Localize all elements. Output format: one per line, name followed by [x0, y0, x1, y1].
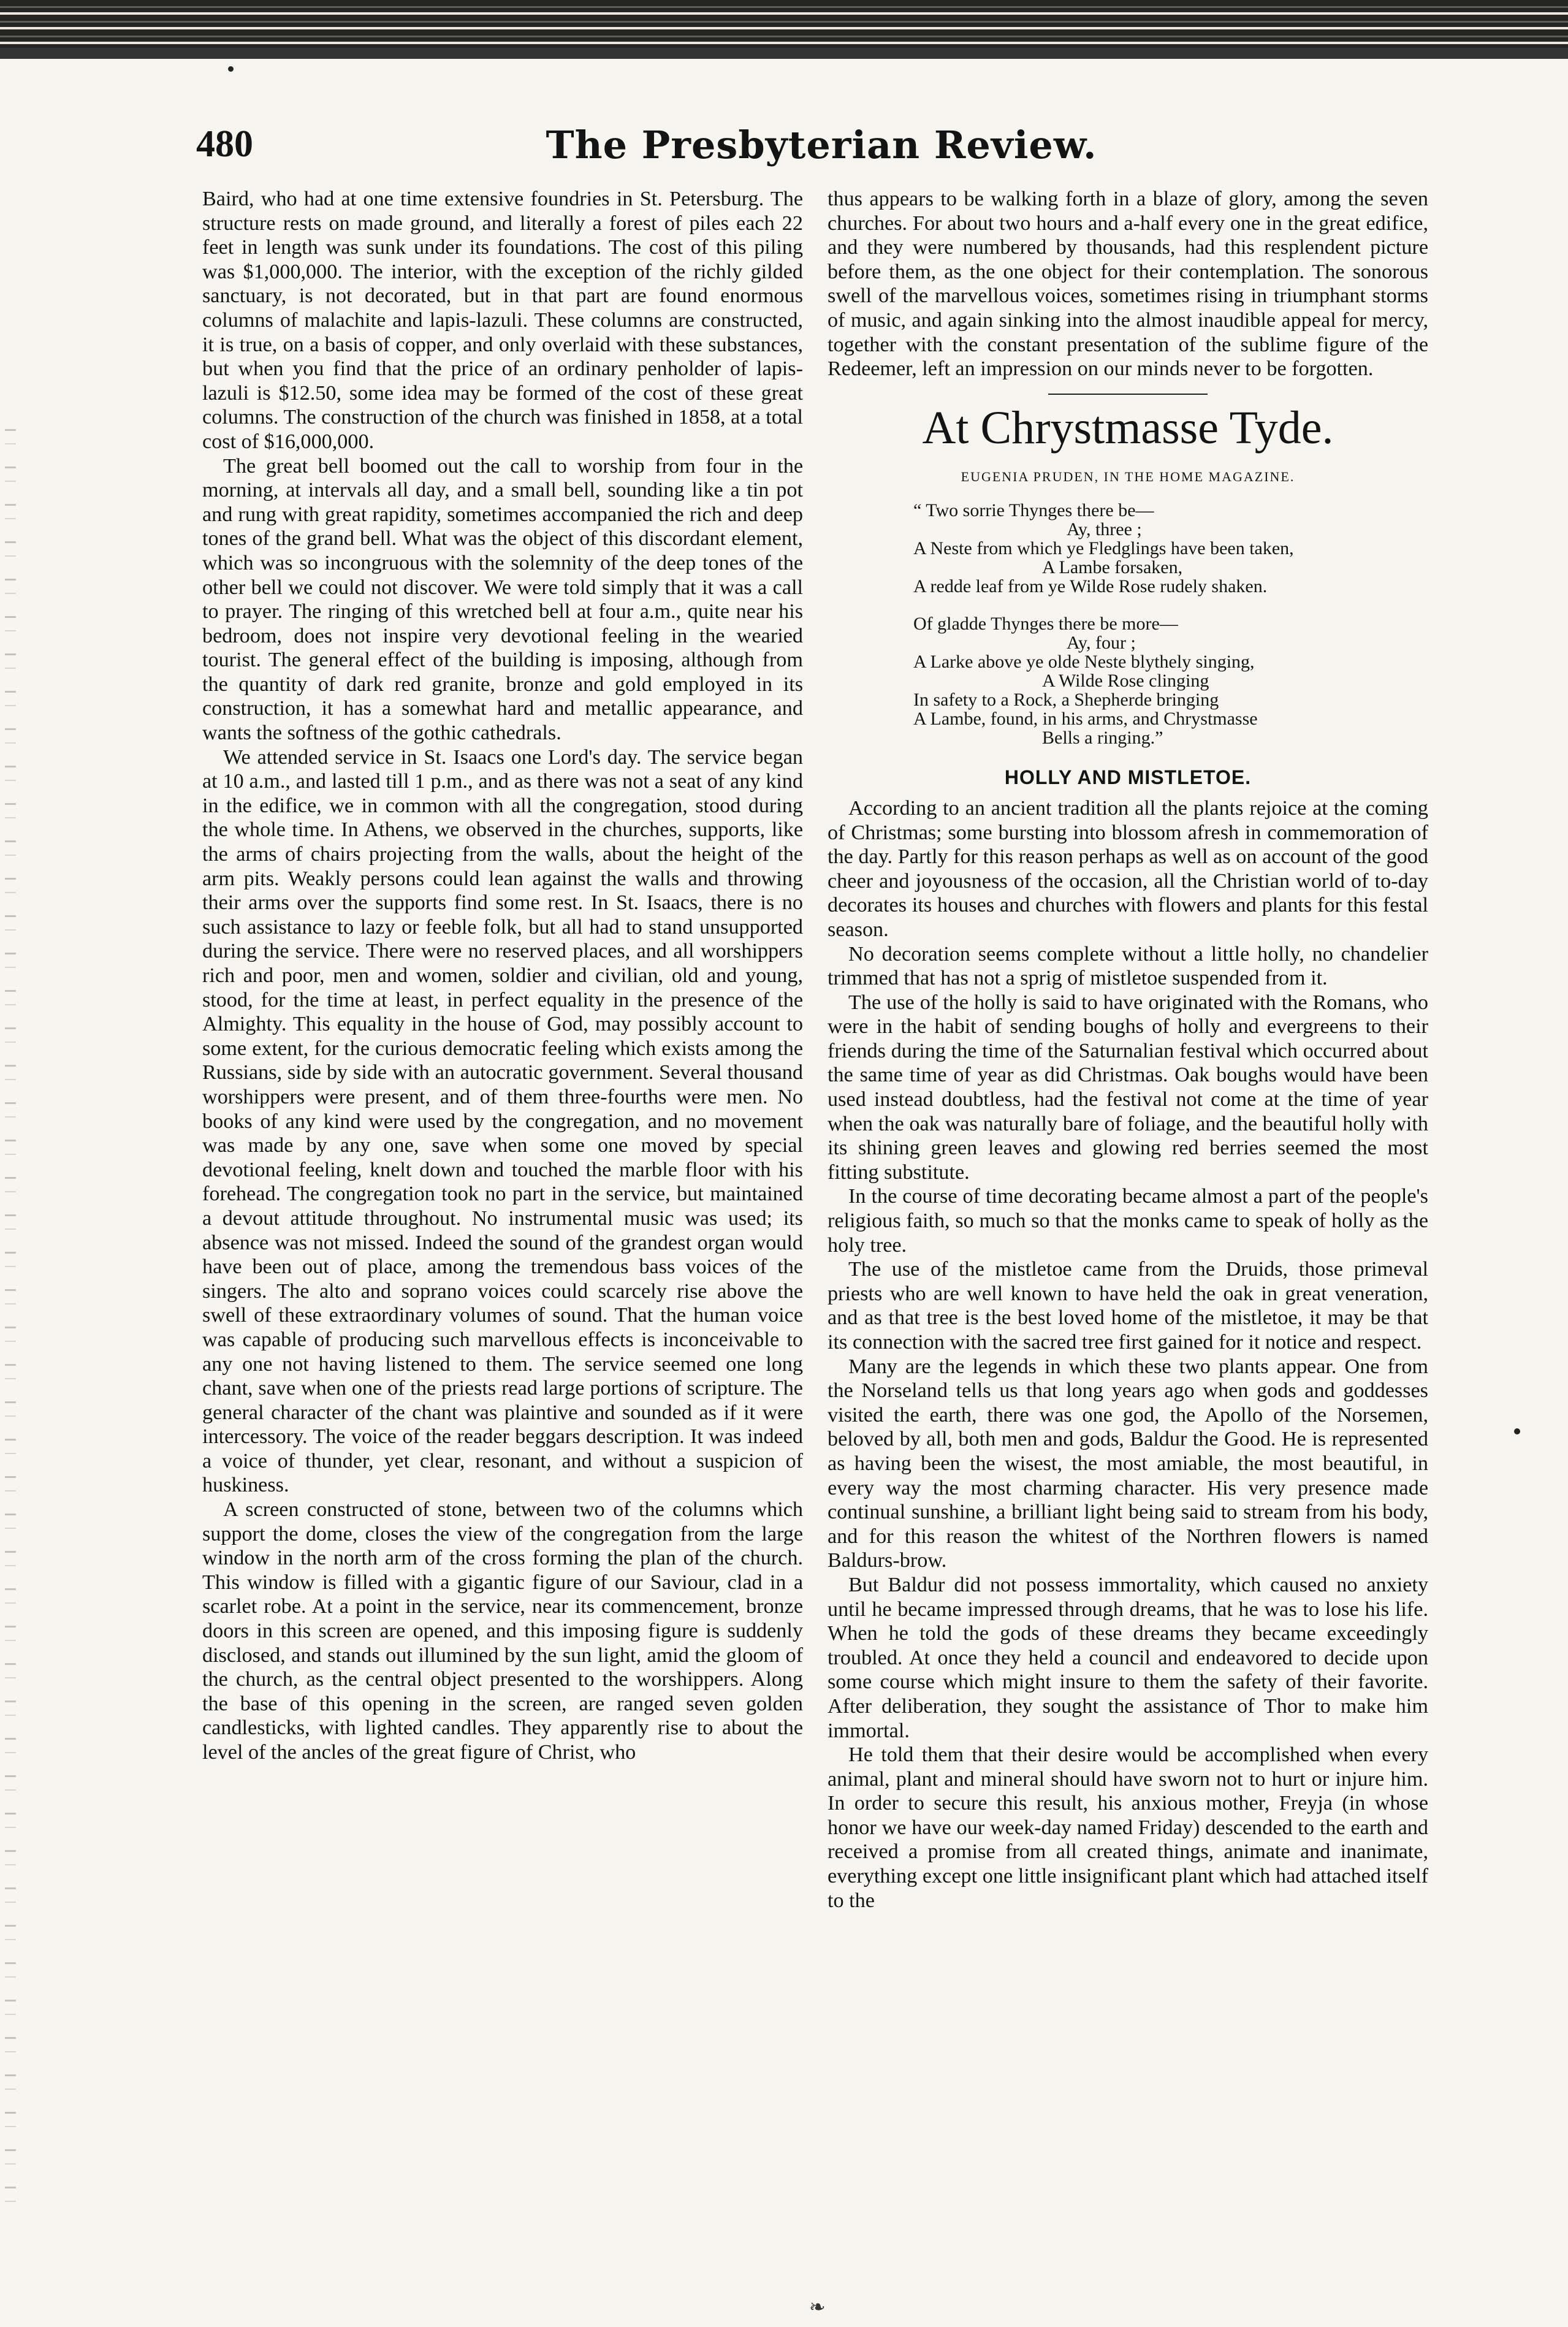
- article-paragraph: A screen constructed of stone, between two of the columns which support the dome, closes the view of the congregation from the large window in the north arm of the cross forming the plan of the church. This window is filled with a gigantic figure of our Saviour, clad in a scarlet robe. At a point in the service, near its commencement, bronze doors in this screen are opened, and this imposing figure is suddenly disclosed, and stands out illumined by the sun light, amid the gloom of the church, as the central object presented to the worshippers. Along the base of this opening in the screen, are ranged seven golden candlesticks, with lighted candles. They apparently rise to about the level of the ancles of the great figure of Christ, who: [202, 1498, 803, 1764]
- article-paragraph: According to an ancient tradition all the plants rejoice at the coming of Christmas; some bursting into blossom afresh in commemoration of the day. Partly for this reason perhaps as well as on account of the good cheer and joyousness of the occasion, all the Christian world of to-day decorates its houses and churches with flowers and plants for this festal season.: [828, 796, 1428, 941]
- ink-speck: [228, 66, 234, 72]
- article-paragraph: Many are the legends in which these two plants appear. One from the Norseland tells us that long years ago when gods and goddesses visited the earth, there was one god, the Apollo of the Norsemen, beloved by all, both men and gods, Baldur the Good. He is represented as having been the wisest, the most amiable, the most beautiful, in every way the most charming character. His very presence made continual sunshine, a brilliant light being said to stream from his body, and for this reason the whitest of the Northren flowers is named Baldurs-brow.: [828, 1355, 1428, 1572]
- margin-dot: [1514, 1428, 1520, 1434]
- left-column: [202, 187, 803, 1765]
- article-paragraph: The great bell boomed out the call to worship from four in the morning, at intervals all day, and a small bell, sounding like a tin pot and rung with great rapidity, sometimes accompanied the rich and deep tones of the grand bell. What was the object of this discordant element, which was so incongruous with the solemnity of the deep tones of the other bell we could not discover. We were told simply that it was a call to prayer. The ringing of this wretched bell at four a.m., quite near his bedroom, does not inspire very devotional feeling in the wearied tourist. The general effect of the building is imposing, although from the quantity of dark red granite, bronze and gold employed in its construction, it has a somewhat hard and metallic appearance, and wants the softness of the gothic cathedrals.: [202, 454, 803, 745]
- poem-stanza: [913, 614, 1428, 747]
- poem-line: Ay, three ;: [1067, 519, 1142, 540]
- poem-line: “ Two sorrie Thynges there be—: [913, 500, 1154, 521]
- article-paragraph: But Baldur did not possess immortality, which caused no anxiety until he became impressed through dreams, that he was to lose his life. When he told the gods of these dreams they became exceedingly troubled. At once they held a council and endeavored to decide upon some course which might insure to them the safety of their favorite. After deliberation, they sought the assistance of Thor to make him immortal.: [828, 1573, 1428, 1742]
- article-paragraph: The use of the mistletoe came from the Druids, those primeval priests who are well known to have held the oak in great veneration, and as that tree is the best loved home of the mistletoe, it may be that its connection with the sacred tree first gained for it notice and respect.: [828, 1258, 1428, 1354]
- article-paragraph: No decoration seems complete without a little holly, no chandelier trimmed that has not a sprig of mistletoe suspended from it.: [828, 942, 1428, 990]
- article-paragraph: thus appears to be walking forth in a blaze of glory, among the seven churches. For about two hours and a-half every one in the great edifice, and they were numbered by thousands, had this resplendent picture before them, as the one object for their contemplation. The sonorous swell of the marvellous voices, sometimes rising in triumphant storms of music, and again sinking into the almost inaudible appeal for mercy, together with the constant presentation of the sublime figure of the Redeemer, left an impression on our minds never to be forgotten.: [828, 188, 1428, 381]
- article-paragraph: We attended service in St. Isaacs one Lord's day. The service began at 10 a.m., and lasted till 1 p.m., and as there was not a seat of any kind in the edifice, we in common with all the congregation, stood during the whole time. In Athens, we observed in the churches, supports, like the arms of chairs projecting from the walls, about the height of the arm pits. Weakly persons could lean against the walls and throwing their arms over the supports find some rest. In St. Isaacs, there is no such assistance to lazy or feeble folk, but all had to stand unsupported during the service. There were no reserved places, and all worshippers rich and poor, men and women, soldier and civilian, old and young, stood, for the time at least, in perfect equality in the presence of the Almighty. This equality in the house of God, may possibly account to some extent, for the curious democratic feeling which exists among the Russians, side by side with an autocratic government. Several thousand worshippers were present, and of them three-fourths were men. No books of any kind were used by the congregation, and no movement was made by any one, save when some one moved by special devotional feeling, knelt down and touched the marble floor with his forehead. The congregation took no part in the service, but maintained a devout attitude throughout. No instrumental music was used; its absence was not missed. Indeed the sound of the grandest organ would have been out of place, among the tremendous bass voices of the singers. The alto and soprano voices could scarcely rise above the swell of these extraordinary volumes of sound. That the human voice was capable of producing such marvellous effects is inconceivable to any one not having listened to them. The service seemed one long chant, save when one of the priests read large portions of scripture. The general character of the chant was plaintive and sounded as if it were intercessory. The voice of the reader beggars description. It was indeed a voice of thunder, yet clear, resonant, and without a suspicion of huskiness.: [202, 745, 803, 1497]
- footer-ornament-icon: ❧: [809, 2296, 826, 2318]
- page-number: 480: [196, 123, 253, 165]
- poem-line: A redde leaf from ye Wilde Rose rudely shaken.: [913, 576, 1268, 597]
- section-divider: [1048, 394, 1208, 395]
- article-paragraph: In the course of time decorating became almost a part of the people's religious faith, so much so that the monks came to speak of holly as the holy tree.: [828, 1185, 1428, 1257]
- poem-line: A Neste from which ye Fledglings have been taken,: [913, 538, 1294, 559]
- poem-line: A Larke above ye olde Neste blythely singing,: [913, 652, 1255, 672]
- article-paragraph: Baird, who had at one time extensive foundries in St. Petersburg. The structure rests on made ground, and literally a forest of piles each 22 feet in length was sunk under its foundations. The cost of this piling was $1,000,000. The interior, with the exception of the richly gilded sanctuary, is not decorated, but in that part are found enormous columns of malachite and lapis-lazuli. These columns are constructed, it is true, on a basis of copper, and only overlaid with these substances, but when you find that the price of an ordinary penholder of lapis-lazuli is $12.50, some idea may be formed of the cost of these great columns. The construction of the church was finished in 1858, at a total cost of $16,000,000.: [202, 188, 803, 453]
- poem-line: A Wilde Rose clinging: [1042, 671, 1209, 691]
- poem-line: A Lambe forsaken,: [1042, 557, 1183, 578]
- section-heading: HOLLY AND MISTLETOE.: [1004, 766, 1252, 789]
- poem-title: At Chrystmasse Tyde.: [922, 402, 1334, 454]
- article-paragraph: The use of the holly is said to have originated with the Romans, who were in the habit of sending boughs of holly and evergreens to their friends during the time of the Saturnalian festival which occurred about the same time of year as did Christmas. Oak boughs would have been used instead doubtless, had the festival not come at the time of year when the oak was naturally bare of foliage, and the beautiful holly with its shining green leaves and glowing red berries seemed the most fitting substitute.: [828, 991, 1428, 1184]
- poem-line: A Lambe, found, in his arms, and Chrystmasse: [913, 709, 1258, 729]
- right-column: [828, 187, 1428, 1913]
- poem: [913, 501, 1428, 747]
- article-paragraph: He told them that their desire would be accomplished when every animal, plant and mineral should have sworn not to hurt or injure him. In order to secure this result, his anxious mother, Freyja (in whose honor we have our week-day named Friday) descended to the earth and received a promise from all created things, animate and inanimate, everything except one little insignificant plant which had attached itself to the: [828, 1743, 1428, 1912]
- poem-line: In safety to a Rock, a Shepherde bringing: [913, 690, 1219, 710]
- page-top-scan-edge: [0, 0, 1568, 59]
- running-title: The Presbyterian Review.: [546, 123, 1097, 167]
- poem-stanza: [913, 501, 1428, 596]
- poem-byline: EUGENIA PRUDEN, IN THE HOME MAGAZINE.: [961, 468, 1295, 484]
- poem-line: Of gladde Thynges there be more—: [913, 614, 1178, 634]
- page-header: [196, 123, 1447, 172]
- binding-gutter-marks: [5, 429, 16, 2207]
- poem-line: Bells a ringing.”: [1042, 728, 1163, 748]
- poem-line: Ay, four ;: [1067, 633, 1136, 653]
